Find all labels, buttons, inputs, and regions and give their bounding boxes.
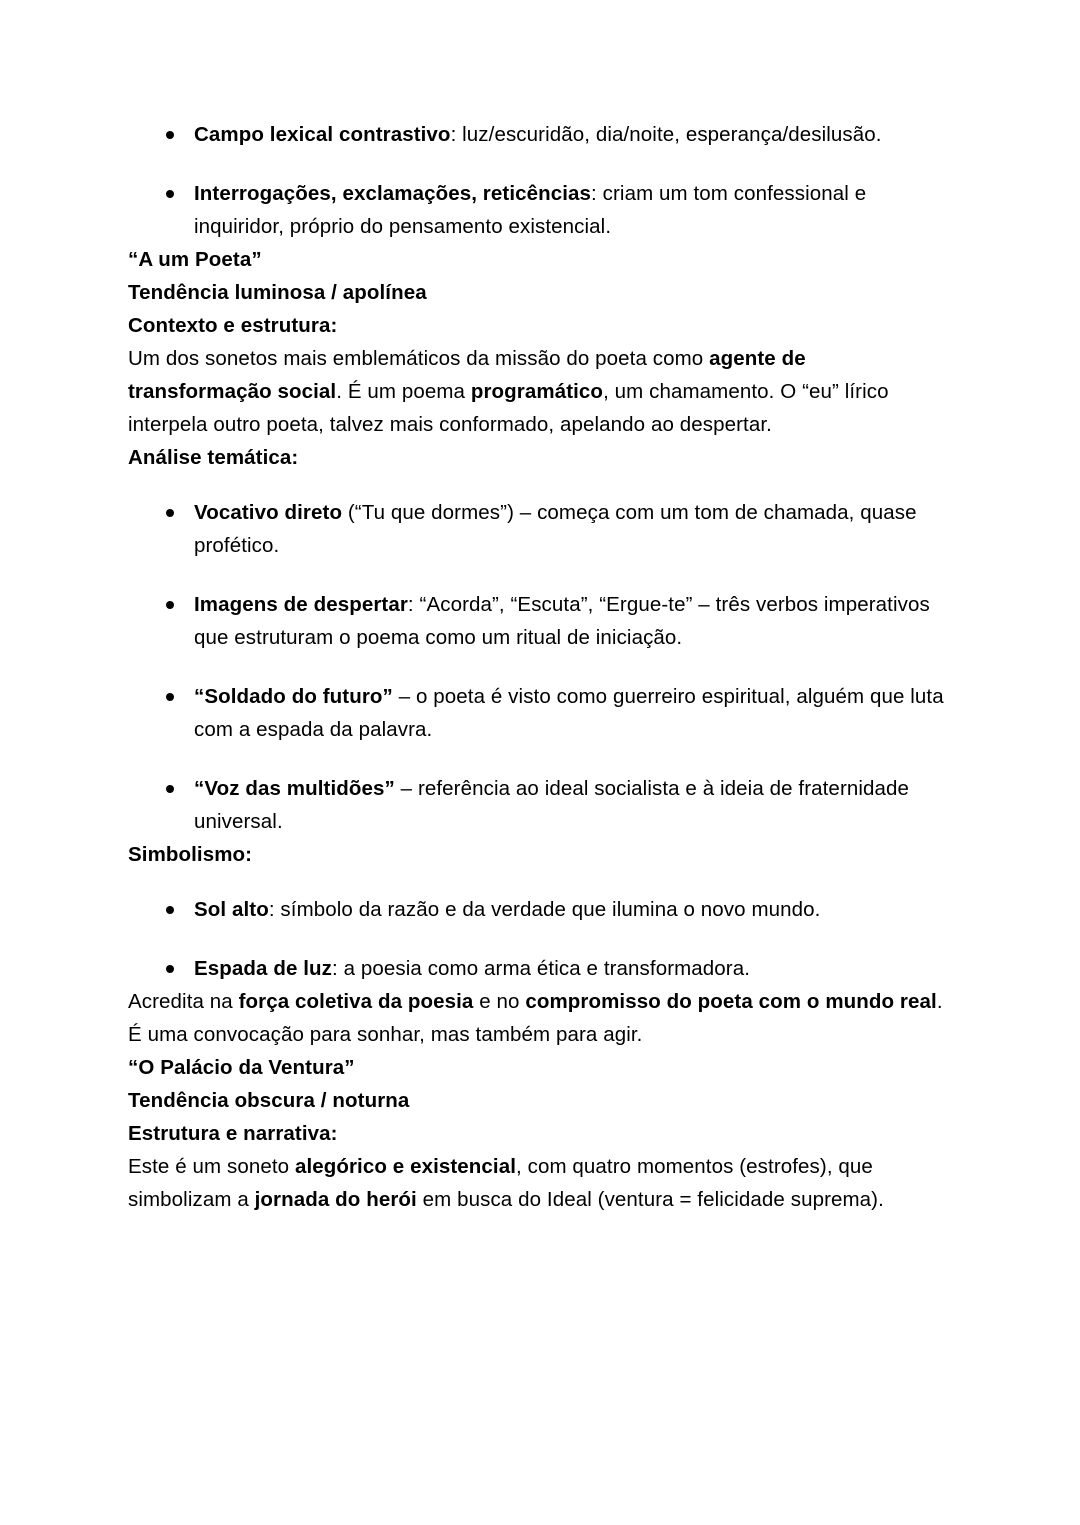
- list-item-campo-lexical: [128, 118, 950, 151]
- list-item-text: [194, 123, 882, 146]
- list-item-imagens-de-despertar: [128, 588, 950, 654]
- bullet-dot-icon: [166, 509, 174, 517]
- bold-run: agente de transformação social: [128, 347, 806, 403]
- text-run: , com quatro momentos (estrofes), que simbolizam a: [128, 1155, 873, 1211]
- bold-run: Contexto e estrutura:: [128, 314, 338, 337]
- bullet-dot-icon: [166, 906, 174, 914]
- list-item-sol-alto: [128, 893, 950, 926]
- bold-run: Imagens de despertar: [194, 593, 408, 616]
- bullet-list-estilo: [128, 118, 950, 243]
- bold-run: alegórico e existencial: [294, 1155, 517, 1178]
- section-heading-analise-tematica: [128, 441, 950, 474]
- list-item-text: [194, 777, 909, 833]
- section-heading-simbolismo: [128, 838, 950, 871]
- list-item-voz-das-multidoes: [128, 772, 950, 838]
- bullet-dot-icon: [166, 601, 174, 609]
- bold-run: Sol alto: [194, 898, 269, 921]
- list-item-espada-de-luz: [128, 952, 950, 985]
- text-run: . É um poema: [336, 380, 471, 403]
- document-body: [128, 118, 950, 1216]
- list-item-text: [194, 957, 750, 980]
- bold-run: Vocativo direto: [194, 501, 343, 524]
- bold-run: “Soldado do futuro”: [194, 685, 393, 708]
- text-run: – referência ao ideal socialista e à ideia de fraternidade universal.: [194, 777, 910, 833]
- bold-run: Simbolismo:: [128, 843, 253, 866]
- bullet-dot-icon: [166, 693, 174, 701]
- paragraph-estrutura-narrativa: [128, 1150, 950, 1216]
- list-item-soldado-do-futuro: [128, 680, 950, 746]
- poem-title-a-um-poeta: [128, 243, 950, 276]
- section-heading-estrutura-e-narrativa: [128, 1117, 950, 1150]
- bullet-list-analise-tematica: [128, 496, 950, 838]
- bold-run: Campo lexical contrastivo: [194, 123, 451, 146]
- text-run: , um chamamento. O “eu” lírico interpela outro poeta, talvez mais conformado, apelando ao despertar.: [128, 380, 889, 436]
- list-item-vocativo-direto: [128, 496, 950, 562]
- bold-run: jornada do herói: [254, 1188, 417, 1211]
- text-run: e no: [473, 990, 526, 1013]
- text-run: : “Acorda”, “Escuta”, “Ergue-te” – três verbos imperativos que estruturam o poema como um ritual de iniciação.: [194, 593, 930, 649]
- bullet-dot-icon: [166, 965, 174, 973]
- list-item-text: [194, 501, 917, 557]
- bullet-dot-icon: [166, 785, 174, 793]
- text-run: Um dos sonetos mais emblemáticos da missão do poeta como: [128, 347, 710, 370]
- bold-run: Análise temática:: [128, 446, 299, 469]
- bullet-dot-icon: [166, 131, 174, 139]
- subtitle-tendencia-luminosa: [128, 276, 950, 309]
- bold-run: Interrogações, exclamações, reticências: [194, 182, 592, 205]
- bold-run: “Voz das multidões”: [194, 777, 395, 800]
- bullet-dot-icon: [166, 190, 174, 198]
- list-item-text: [194, 593, 930, 649]
- text-run: em busca do Ideal (ventura = felicidade suprema).: [416, 1188, 884, 1211]
- bold-run: “O Palácio da Ventura”: [128, 1056, 355, 1079]
- bold-run: Tendência obscura / noturna: [128, 1089, 410, 1112]
- bullet-list-simbolismo: [128, 893, 950, 985]
- text-run: (“Tu que dormes”) – começa com um tom de chamada, quase profético.: [194, 501, 917, 557]
- list-item-text: [194, 898, 820, 921]
- text-run: : símbolo da razão e da verdade que ilumina o novo mundo.: [268, 898, 821, 921]
- text-run: : a poesia como arma ética e transformadora.: [332, 957, 751, 980]
- paragraph-acredita-forca-coletiva: [128, 985, 950, 1051]
- paragraph-contexto-estrutura: [128, 342, 950, 441]
- bold-run: Estrutura e narrativa:: [128, 1122, 338, 1145]
- poem-title-o-palacio-da-ventura: [128, 1051, 950, 1084]
- section-heading-contexto-e-estrutura: [128, 309, 950, 342]
- text-run: . É uma convocação para sonhar, mas também para agir.: [128, 990, 943, 1046]
- list-item-interrogacoes: [128, 177, 950, 243]
- text-run: – o poeta é visto como guerreiro espiritual, alguém que luta com a espada da palavra.: [194, 685, 944, 741]
- list-item-text: [194, 685, 944, 741]
- bold-run: compromisso do poeta com o mundo real: [525, 990, 937, 1013]
- text-run: Acredita na: [128, 990, 239, 1013]
- text-run: Este é um soneto: [128, 1155, 295, 1178]
- text-run: : criam um tom confessional e inquiridor, próprio do pensamento existencial.: [194, 182, 867, 238]
- text-run: : luz/escuridão, dia/noite, esperança/desilusão.: [450, 123, 882, 146]
- bold-run: programático: [470, 380, 604, 403]
- bold-run: força coletiva da poesia: [238, 990, 474, 1013]
- bold-run: Tendência luminosa / apolínea: [128, 281, 427, 304]
- bold-run: Espada de luz: [194, 957, 333, 980]
- list-item-text: [194, 182, 866, 238]
- bold-run: “A um Poeta”: [128, 248, 262, 271]
- subtitle-tendencia-obscura: [128, 1084, 950, 1117]
